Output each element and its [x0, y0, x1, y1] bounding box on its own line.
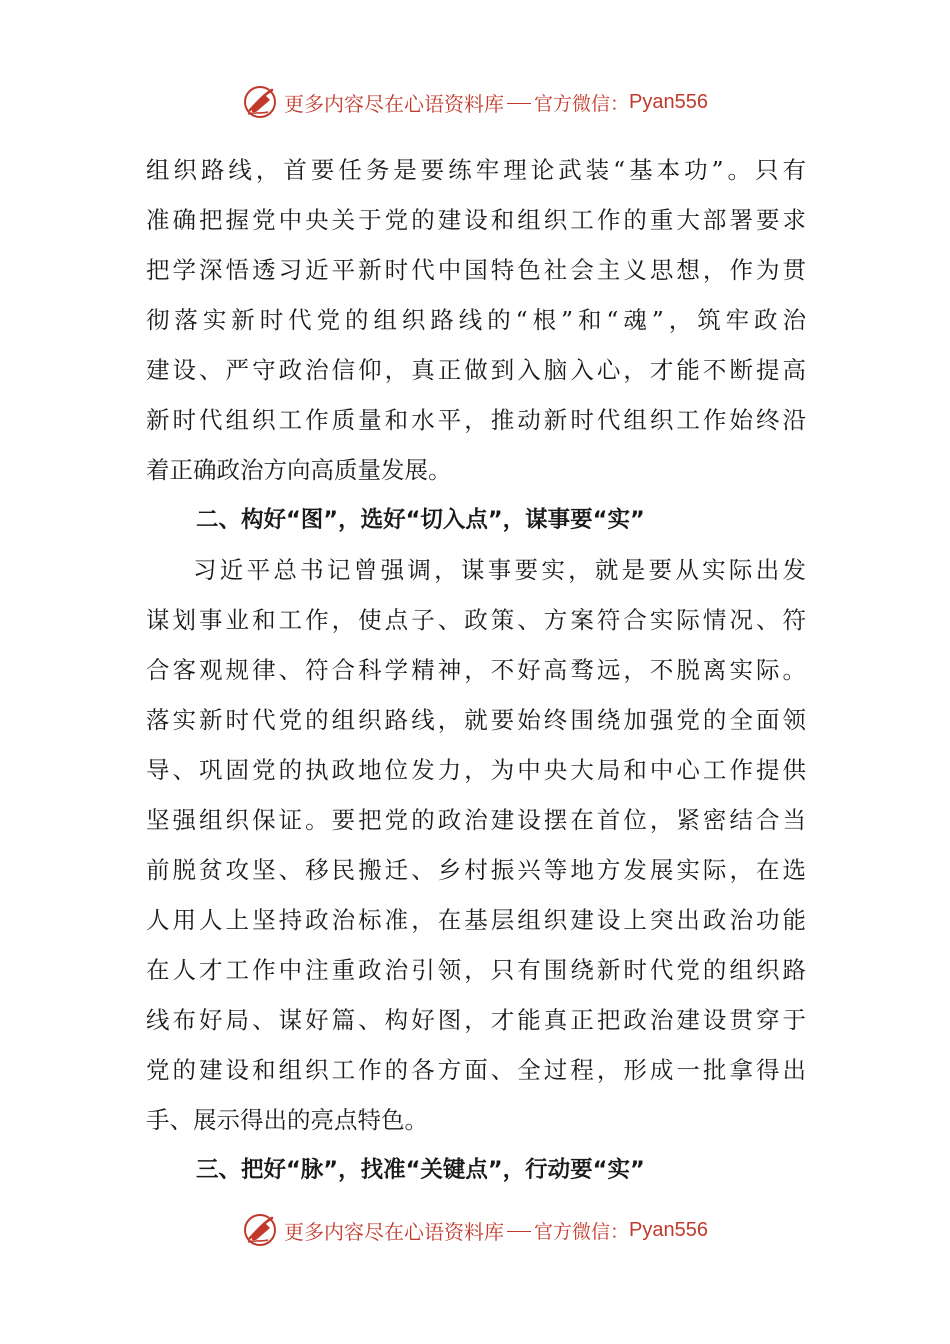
banner-wechat-label: 官方微信： [534, 1220, 630, 1243]
banner-wechat-id: Pyan556 [629, 90, 708, 113]
banner-text: 更多内容尽在心语资料库 [284, 1219, 504, 1244]
banner-dash [507, 103, 531, 104]
banner-dash [507, 1231, 531, 1232]
pen-logo-icon [242, 1212, 278, 1248]
text-line: 习近平总书记曾强调，谋事要实，就是要从实际出发 [193, 556, 806, 584]
text-line: 前脱贫攻坚、移民搬迁、乡村振兴等地方发展实际，在选 [146, 856, 806, 884]
text-line: 合客观规律、符合科学精神，不好高骛远，不脱离实际。 [146, 656, 806, 684]
footer-banner [0, 1210, 950, 1250]
text-line: 线布好局、谋好篇、构好图，才能真正把政治建设贯穿于 [146, 1006, 806, 1034]
text-line: 建设、严守政治信仰，真正做到入脑入心，才能不断提高 [146, 356, 806, 384]
document-body [146, 145, 806, 1195]
text-line: 彻落实新时代党的组织路线的“根”和“魂”，筑牢政治 [146, 306, 806, 334]
text-line: 着正确政治方向高质量发展。 [146, 456, 452, 484]
text-line: 坚强组织保证。要把党的政治建设摆在首位，紧密结合当 [146, 806, 806, 834]
text-line: 新时代组织工作质量和水平，推动新时代组织工作始终沿 [146, 406, 806, 434]
pen-logo-icon [242, 84, 278, 120]
text-line: 把学深悟透习近平新时代中国特色社会主义思想，作为贯 [146, 256, 806, 284]
text-line: 谋划事业和工作，使点子、政策、方案符合实际情况、符 [146, 606, 806, 634]
text-line: 落实新时代党的组织路线，就要始终围绕加强党的全面领 [146, 706, 806, 734]
banner-text: 更多内容尽在心语资料库 [284, 91, 504, 116]
header-banner [0, 82, 950, 122]
text-line: 准确把握党中央关于党的建设和组织工作的重大部署要求 [146, 206, 806, 234]
text-line: 党的建设和组织工作的各方面、全过程，形成一批拿得出 [146, 1056, 806, 1084]
text-line: 手、展示得出的亮点特色。 [146, 1106, 428, 1134]
section-heading-3: 三、把好“脉”，找准“关键点”，行动要“实” [196, 1157, 645, 1183]
text-line: 组织路线，首要任务是要练牢理论武装“基本功”。只有 [146, 156, 806, 184]
banner-wechat-label: 官方微信： [534, 92, 630, 115]
banner-wechat-id: Pyan556 [629, 1218, 708, 1241]
text-line: 导、巩固党的执政地位发力，为中央大局和中心工作提供 [146, 756, 806, 784]
section-heading-2: 二、构好“图”，选好“切入点”，谋事要“实” [196, 507, 645, 533]
text-line: 在人才工作中注重政治引领，只有围绕新时代党的组织路 [146, 956, 806, 984]
text-line: 人用人上坚持政治标准，在基层组织建设上突出政治功能 [146, 906, 806, 934]
